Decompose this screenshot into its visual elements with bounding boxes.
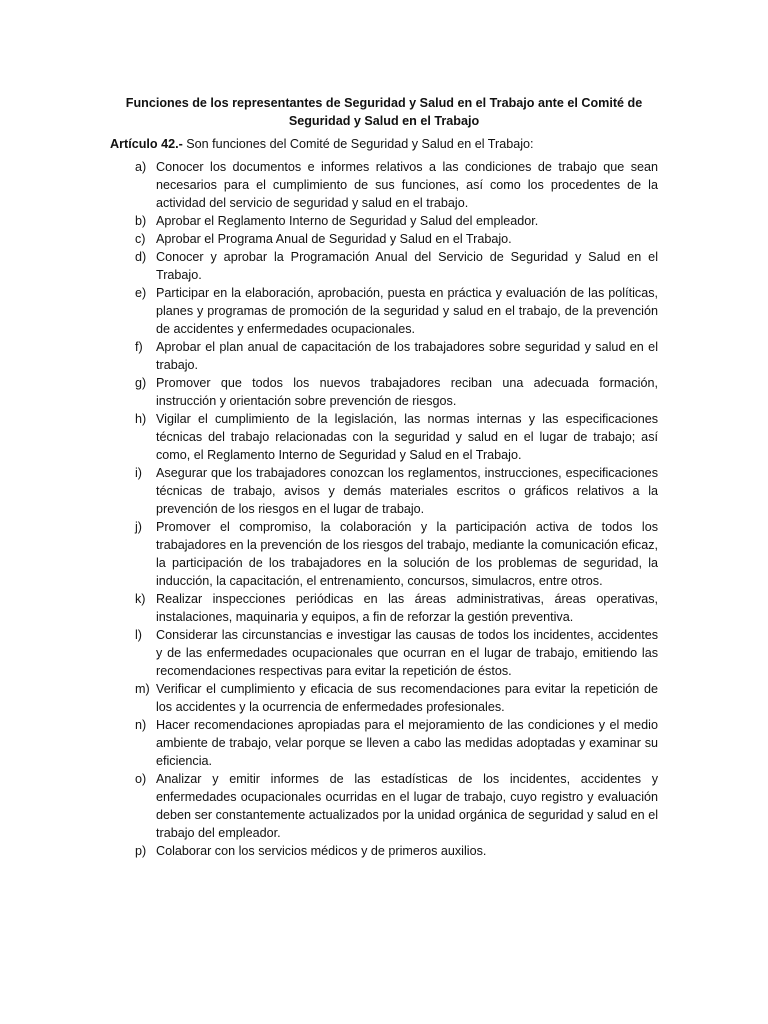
article-number: Artículo 42.- <box>110 137 183 151</box>
list-item-marker: h) <box>135 412 147 426</box>
list-item-text: Analizar y emitir informes de las estadísticas de los incidentes, accidentes y enfermedades ocupacionales ocurridas en el lugar de trabajo, cuyo registro y evaluación deben ser constantemente actualizados por la unidad orgánica de seguridad y salud en el trabajo del empleador. <box>156 772 658 840</box>
list-item <box>110 212 658 230</box>
list-item <box>110 518 658 590</box>
list-item-marker: c) <box>135 232 146 246</box>
list-item-text: Aprobar el Programa Anual de Seguridad y Salud en el Trabajo. <box>156 232 512 246</box>
list-item-text: Verificar el cumplimiento y eficacia de sus recomendaciones para evitar la repetición de los accidentes y la ocurrencia de enfermedades profesionales. <box>156 682 658 714</box>
list-item-text: Vigilar el cumplimiento de la legislación, las normas internas y las especificaciones técnicas del trabajo relacionadas con la seguridad y salud en el lugar de trabajo; así como, el Reglamento Interno de Seguridad y Salud en el Trabajo. <box>156 412 658 462</box>
list-item <box>110 716 658 770</box>
list-item-text: Asegurar que los trabajadores conozcan los reglamentos, instrucciones, especificaciones técnicas de trabajo, avisos y demás materiales escritos o gráficos relativos a la prevención de los riesgos en el lugar de trabajo. <box>156 466 658 516</box>
list-item <box>110 590 658 626</box>
list-item-text: Hacer recomendaciones apropiadas para el mejoramiento de las condiciones y el medio ambiente de trabajo, velar porque se lleven a cabo las medidas adoptadas y examinar su eficiencia. <box>156 718 658 768</box>
list-item-marker: j) <box>135 520 142 534</box>
list-item <box>110 410 658 464</box>
list-item-text: Aprobar el Reglamento Interno de Seguridad y Salud del empleador. <box>156 214 539 228</box>
list-item-marker: o) <box>135 772 147 786</box>
list-item-marker: p) <box>135 844 147 858</box>
list-item-marker: d) <box>135 250 147 264</box>
list-item <box>110 680 658 716</box>
list-item-text: Considerar las circunstancias e investigar las causas de todos los incidentes, accidentes y de las enfermedades ocupacionales que ocurran en el lugar de trabajo, emitiendo las recomendaciones respectivas para evitar la repetición de éstos. <box>156 628 658 678</box>
list-item-text: Participar en la elaboración, aprobación, puesta en práctica y evaluación de las políticas, planes y programas de promoción de la seguridad y salud en el trabajo, de la prevención de accidentes y enfermedades ocupacionales. <box>156 286 658 336</box>
list-item <box>110 464 658 518</box>
list-item-text: Promover que todos los nuevos trabajadores reciban una adecuada formación, instrucción y orientación sobre prevención de riesgos. <box>156 376 658 408</box>
list-item-text: Colaborar con los servicios médicos y de primeros auxilios. <box>156 844 487 858</box>
article-intro-text: Son funciones del Comité de Seguridad y Salud en el Trabajo: <box>182 137 534 151</box>
list-item-marker: n) <box>135 718 147 732</box>
list-item-marker: f) <box>135 340 143 354</box>
list-item-text: Aprobar el plan anual de capacitación de los trabajadores sobre seguridad y salud en el trabajo. <box>156 340 658 372</box>
list-item <box>110 284 658 338</box>
list-item-marker: a) <box>135 160 147 174</box>
list-item-text: Conocer y aprobar la Programación Anual del Servicio de Seguridad y Salud en el Trabajo. <box>156 250 658 282</box>
list-item-text: Realizar inspecciones periódicas en las áreas administrativas, áreas operativas, instalaciones, maquinaria y equipos, a fin de reforzar la gestión preventiva. <box>156 592 658 624</box>
list-item <box>110 230 658 248</box>
list-item <box>110 842 658 860</box>
list-item-marker: m) <box>135 682 150 696</box>
list-item-marker: e) <box>135 286 147 300</box>
list-item <box>110 374 658 410</box>
document-title: Funciones de los representantes de Seguridad y Salud en el Trabajo ante el Comité de Seguridad y Salud en el Trabajo <box>125 96 643 128</box>
list-item-marker: b) <box>135 214 147 228</box>
list-item <box>110 158 658 212</box>
document-page <box>110 94 658 860</box>
list-item <box>110 626 658 680</box>
list-item-marker: i) <box>135 466 142 480</box>
list-item <box>110 338 658 374</box>
list-item-marker: g) <box>135 376 147 390</box>
list-item-marker: k) <box>135 592 146 606</box>
article-intro <box>110 135 658 153</box>
list-item-text: Conocer los documentos e informes relativos a las condiciones de trabajo que sean necesarios para el cumplimiento de sus funciones, así como los procedentes de la actividad del servicio de seguridad y salud en el trabajo. <box>156 160 658 210</box>
list-item-text: Promover el compromiso, la colaboración y la participación activa de todos los trabajadores en la prevención de los riesgos del trabajo, mediante la comunicación eficaz, la participación de los trabajadores en la solución de los problemas de seguridad, la inducción, la capacitación, el entrenamiento, concursos, simulacros, entre otros. <box>156 520 658 588</box>
functions-list <box>110 158 658 860</box>
list-item <box>110 248 658 284</box>
list-item <box>110 770 658 842</box>
list-item-marker: l) <box>135 628 142 642</box>
